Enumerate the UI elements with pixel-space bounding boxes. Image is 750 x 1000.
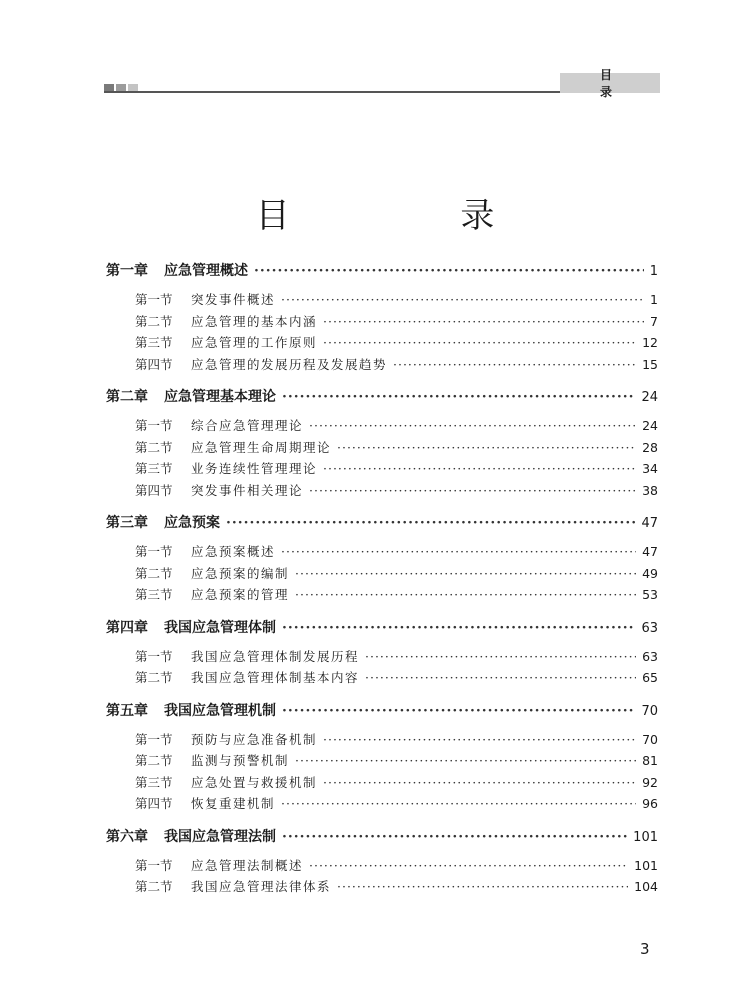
leader-dots [226,515,635,531]
section-number: 第二节 [135,313,173,329]
section-number: 第一节 [135,418,173,433]
leader-dots [393,357,636,372]
section-list [106,290,658,376]
section-page: 24 [642,418,658,433]
leader-dots [309,483,636,498]
section-number: 第四节 [135,356,173,372]
section-list [106,730,658,816]
section-entry[interactable] [106,668,658,690]
chapter-entry[interactable] [106,260,658,285]
section-title: 应急处置与救援机制 [191,774,318,790]
leader-dots [281,796,636,811]
section-page: 63 [642,648,658,664]
leader-dots [337,440,636,455]
section-entry[interactable] [106,438,658,460]
section-entry[interactable] [106,794,658,816]
leader-dots [295,753,636,768]
leader-dots [309,418,636,433]
section-number: 第四节 [135,796,173,811]
header-block [116,84,126,91]
section-entry[interactable] [106,751,658,773]
chapter-title: 我国应急管理机制 [164,702,276,719]
leader-dots [323,732,636,747]
section-number: 第一节 [135,857,173,873]
leader-dots [282,620,635,636]
section-list [106,647,658,690]
chapter-title: 应急预案 [164,515,220,531]
section-number: 第四节 [135,482,173,498]
chapter-page: 70 [641,703,658,719]
chapter-title: 我国应急管理体制 [164,619,276,636]
section-number: 第二节 [135,565,173,581]
section-title: 应急预案概述 [191,544,276,559]
leader-dots [281,544,636,559]
chapter-number: 第六章 [106,828,148,845]
section-number: 第一节 [135,648,173,664]
leader-dots [282,829,627,845]
section-entry[interactable] [106,564,658,586]
section-entry[interactable] [106,290,658,312]
chapter-entry[interactable] [106,700,658,725]
section-number: 第三节 [135,774,173,790]
chapter-number: 第四章 [106,619,148,636]
section-title: 预防与应急准备机制 [191,731,318,747]
leader-dots [295,587,636,602]
leader-dots [254,263,644,279]
section-page: 47 [642,544,658,559]
chapter-title: 应急管理基本理论 [164,389,276,405]
section-page: 101 [634,857,658,873]
chapter-number: 第一章 [106,263,148,279]
chapter-page: 24 [641,390,658,405]
chapter-entry[interactable] [106,617,658,642]
section-page: 65 [642,670,658,685]
header-label: 目 录 [560,73,660,93]
chapter-entry[interactable] [106,826,658,851]
section-title: 我国应急管理法律体系 [191,879,332,894]
chapter-page: 63 [641,620,658,636]
section-page: 53 [642,587,658,602]
section-page: 70 [642,731,658,747]
section-page: 38 [642,482,658,498]
section-page: 7 [650,313,658,329]
section-list [106,416,658,502]
section-title: 应急管理的工作原则 [191,335,318,350]
section-page: 92 [642,774,658,790]
section-title: 应急管理的发展历程及发展趋势 [191,356,388,372]
section-title: 我国应急管理体制发展历程 [191,648,360,664]
chapter-number: 第五章 [106,702,148,719]
chapter-page: 101 [633,829,658,845]
chapter-page: 1 [649,264,658,279]
section-number: 第二节 [135,879,173,894]
leader-dots [281,292,644,307]
leader-dots [295,566,636,581]
section-entry[interactable] [106,416,658,438]
header-block [128,84,138,91]
section-entry[interactable] [106,773,658,795]
section-entry[interactable] [106,730,658,752]
leader-dots [282,389,635,405]
section-number: 第一节 [135,731,173,747]
page-header [0,0,750,100]
section-page: 81 [642,753,658,768]
section-title: 我国应急管理体制基本内容 [191,670,360,685]
section-page: 28 [642,439,658,455]
section-number: 第一节 [135,292,173,307]
section-entry[interactable] [106,542,658,564]
section-entry[interactable] [106,312,658,334]
leader-dots [323,314,644,329]
section-title: 应急预案的管理 [191,587,290,602]
leader-dots [323,335,636,350]
chapter-entry[interactable] [106,512,658,537]
section-page: 96 [642,796,658,811]
section-title: 应急管理法制概述 [191,857,304,873]
section-page: 49 [642,565,658,581]
leader-dots [337,879,628,894]
section-list [106,856,658,899]
section-title: 突发事件相关理论 [191,482,304,498]
section-entry[interactable] [106,585,658,607]
leader-dots [323,461,636,476]
section-page: 34 [642,461,658,476]
section-entry[interactable] [106,877,658,899]
section-entry[interactable] [106,856,658,878]
section-entry[interactable] [106,333,658,355]
leader-dots [365,649,636,664]
section-list [106,542,658,607]
section-number: 第三节 [135,587,173,602]
section-title: 突发事件概述 [191,292,276,307]
page-title: 目 录 [255,196,575,236]
section-number: 第二节 [135,439,173,455]
chapter-title: 我国应急管理法制 [164,828,276,845]
page-number: 3 [640,940,650,958]
section-title: 业务连续性管理理论 [191,461,318,476]
leader-dots [282,703,635,719]
section-title: 恢复重建机制 [191,796,276,811]
section-title: 应急管理生命周期理论 [191,439,332,455]
section-entry[interactable] [106,481,658,503]
section-number: 第二节 [135,753,173,768]
section-number: 第三节 [135,461,173,476]
leader-dots [365,670,636,685]
section-page: 104 [634,879,658,894]
section-entry[interactable] [106,647,658,669]
section-page: 1 [650,292,658,307]
header-decoration [104,84,138,91]
leader-dots [309,858,628,873]
section-number: 第一节 [135,544,173,559]
section-entry[interactable] [106,355,658,377]
section-title: 监测与预警机制 [191,753,290,768]
chapter-entry[interactable] [106,386,658,411]
section-number: 第三节 [135,335,173,350]
section-entry[interactable] [106,459,658,481]
header-block [104,84,114,91]
section-number: 第二节 [135,670,173,685]
chapter-page: 47 [641,516,658,531]
section-title: 应急预案的编制 [191,565,290,581]
section-page: 15 [642,356,658,372]
section-page: 12 [642,335,658,350]
chapter-title: 应急管理概述 [164,263,248,279]
section-title: 综合应急管理理论 [191,418,304,433]
leader-dots [323,775,636,790]
chapter-number: 第二章 [106,389,148,405]
chapter-number: 第三章 [106,515,148,531]
section-title: 应急管理的基本内涵 [191,313,318,329]
table-of-contents [106,260,658,903]
